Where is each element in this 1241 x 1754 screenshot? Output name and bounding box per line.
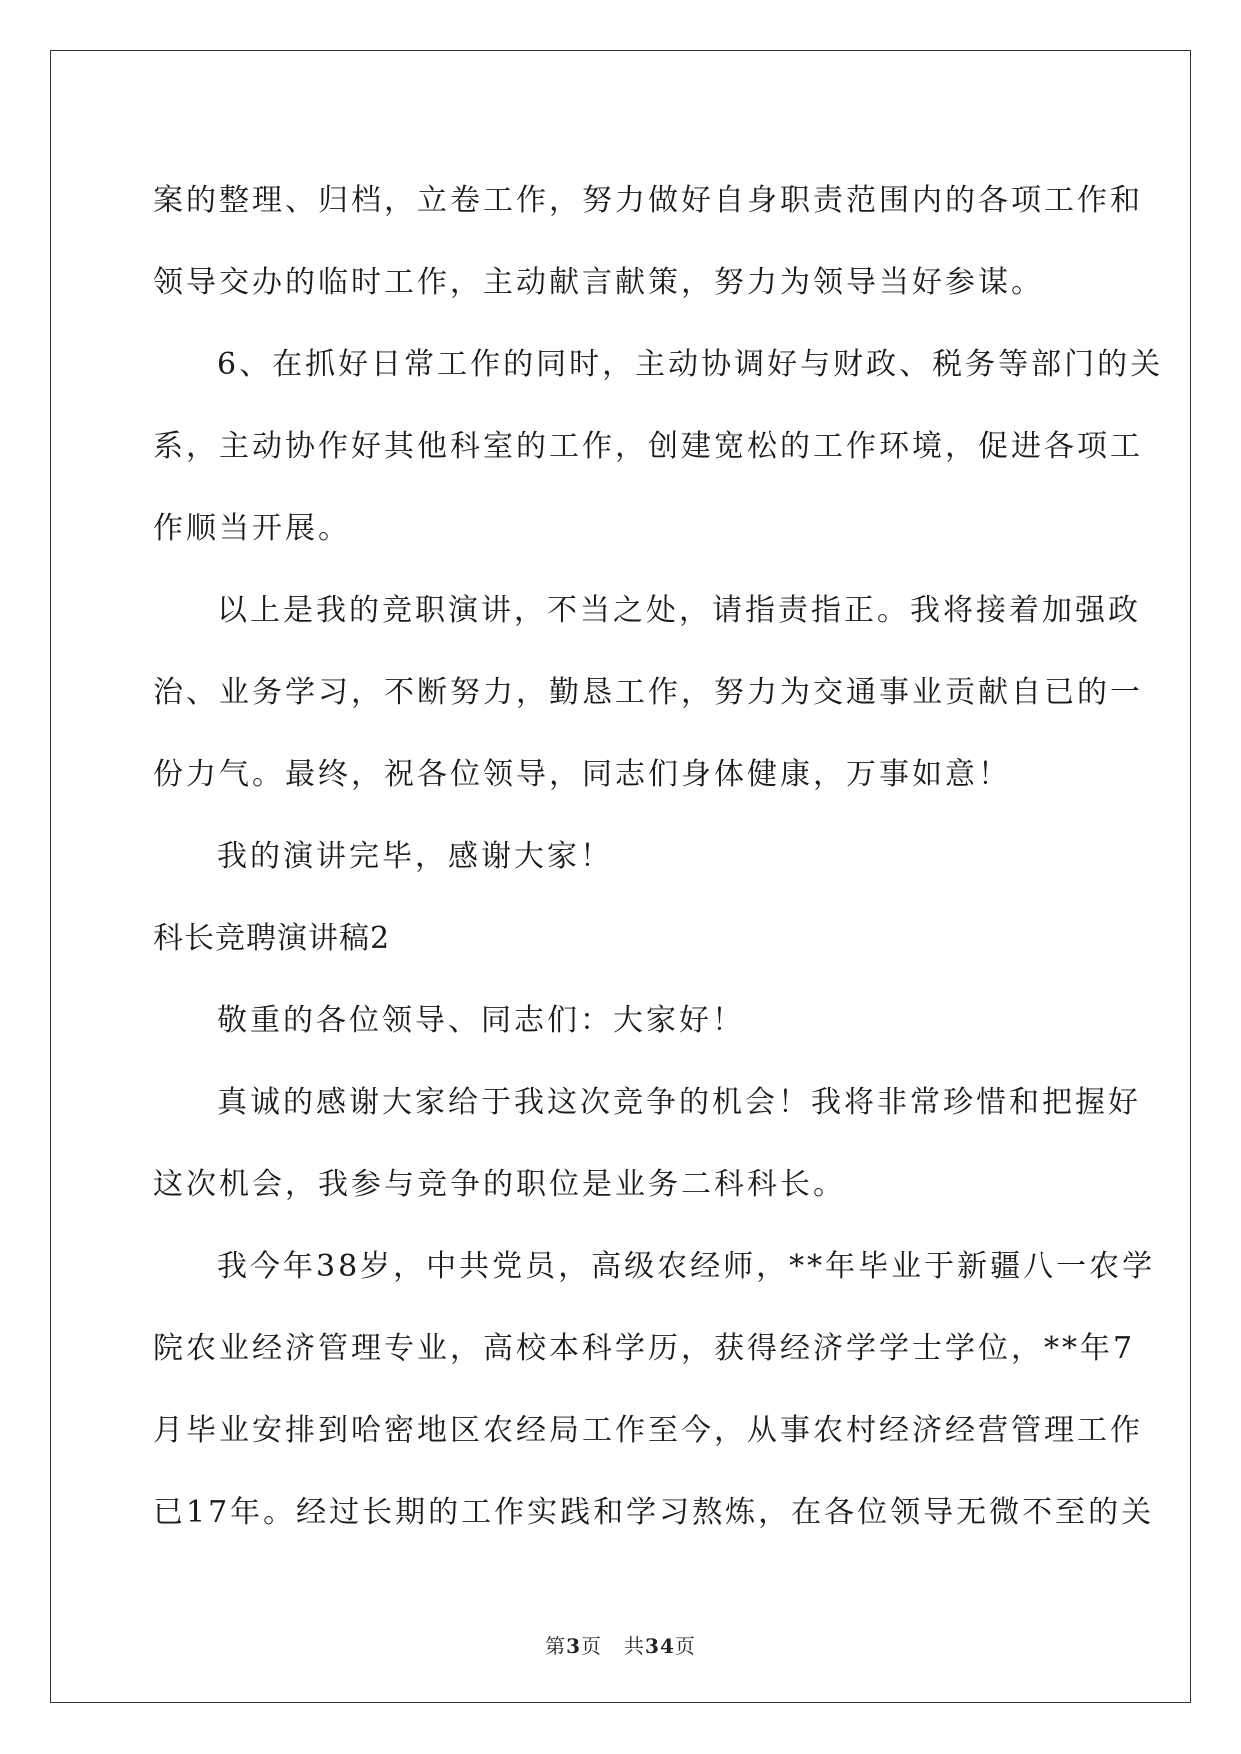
section-heading: 科长竞聘演讲稿2 — [153, 921, 391, 956]
total-prefix: 共 — [624, 1634, 646, 1658]
paragraph — [153, 324, 1164, 570]
paragraph — [153, 980, 1093, 1062]
text-line: 案的整理、归档，立卷工作，努力做好自身职责范围内的各项工作和 — [153, 183, 1143, 218]
text-line: 我的演讲完毕，感谢大家！ — [217, 839, 613, 874]
document-body — [153, 160, 1164, 1554]
text-line: 敬重的各位领导、同志们：大家好！ — [217, 1003, 745, 1038]
text-line: 治、业务学习，不断努力，勤恳工作，努力为交通事业贡献自已的一 — [153, 675, 1143, 710]
paragraph — [153, 816, 1093, 898]
text-line: 以上是我的竞职演讲，不当之处，请指责指正。我将接着加强政 — [217, 593, 1141, 628]
paragraph — [153, 160, 1143, 324]
text-line: 系，主动协作好其他科室的工作，创建宽松的工作环境，促进各项工 — [153, 429, 1143, 464]
text-line: 我今年38岁，中共党员，高级农经师，**年毕业于新疆八一农学 — [217, 1249, 1156, 1284]
text-line: 这次机会，我参与竞争的职位是业务二科科长。 — [153, 1167, 846, 1202]
text-line: 月毕业安排到哈密地区农经局工作至今，从事农村经济经营管理工作 — [153, 1413, 1143, 1448]
paragraph — [153, 1062, 1141, 1226]
text-line: 领导交办的临时工作，主动献言献策，努力为领导当好参谋。 — [153, 265, 1044, 300]
text-line: 真诚的感谢大家给于我这次竞争的机会！我将非常珍惜和把握好 — [217, 1085, 1141, 1120]
text-line: 院农业经济管理专业，高校本科学历，获得经济学学士学位，**年7 — [153, 1331, 1136, 1366]
text-line: 份力气。最终，祝各位领导，同志们身体健康，万事如意！ — [153, 757, 1011, 792]
total-pages: 34 — [645, 1634, 675, 1658]
text-line: 6、在抓好日常工作的同时，主动协调好与财政、税务等部门的关 — [217, 347, 1164, 382]
page-footer — [0, 1630, 1241, 1659]
page-suffix: 页 — [581, 1634, 603, 1658]
total-suffix: 页 — [674, 1634, 696, 1658]
text-line: 已17年。经过长期的工作实践和学习熬炼，在各位领导无微不至的关 — [153, 1495, 1155, 1530]
page-prefix: 第 — [545, 1634, 567, 1658]
paragraph — [153, 1226, 1156, 1554]
text-line: 作顺当开展。 — [153, 511, 351, 546]
page-number: 3 — [566, 1634, 582, 1658]
paragraph — [153, 570, 1143, 816]
